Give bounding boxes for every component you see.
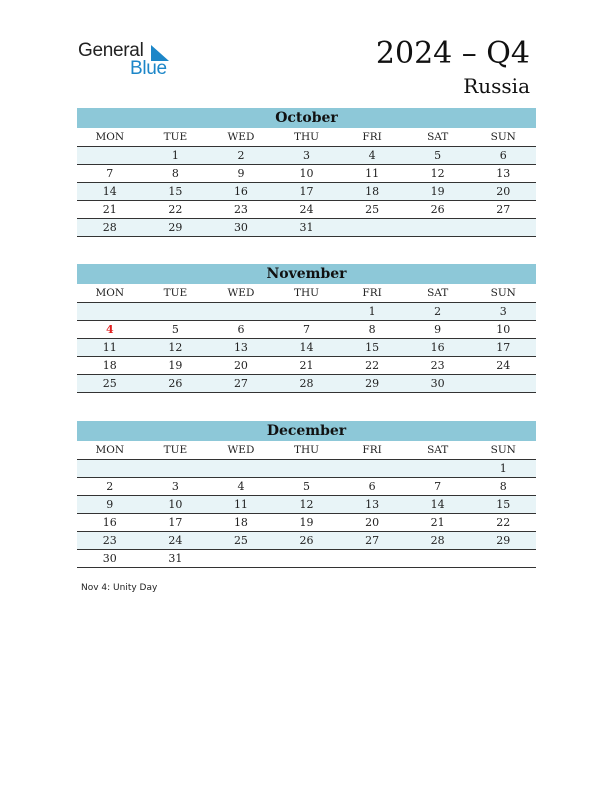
day-cell: 14 bbox=[102, 185, 117, 198]
day-cell: 16 bbox=[430, 341, 445, 354]
day-cell: 1 bbox=[171, 149, 179, 162]
day-cell: 27 bbox=[496, 203, 511, 216]
day-cell: 7 bbox=[303, 323, 311, 336]
day-cell: 31 bbox=[168, 552, 183, 565]
logo-text-general: General bbox=[78, 40, 144, 61]
holiday-note: Nov 4: Unity Day bbox=[81, 583, 158, 593]
day-cell: 26 bbox=[168, 377, 183, 390]
day-cell: 11 bbox=[365, 167, 380, 180]
day-cell: 12 bbox=[430, 167, 445, 180]
month-header: November bbox=[77, 264, 536, 284]
day-cell bbox=[470, 375, 536, 392]
day-cell bbox=[405, 460, 471, 477]
day-cell: 21 bbox=[102, 203, 117, 216]
weekday-label: TUE bbox=[163, 444, 188, 456]
day-cell bbox=[208, 303, 274, 320]
holiday-date: 4 bbox=[105, 323, 114, 336]
day-cell: 8 bbox=[171, 167, 179, 180]
day-cell: 26 bbox=[430, 203, 445, 216]
day-cell bbox=[143, 303, 209, 320]
day-cell: 3 bbox=[499, 305, 507, 318]
day-cell: 17 bbox=[299, 185, 314, 198]
day-cell: 14 bbox=[299, 341, 314, 354]
day-cell: 31 bbox=[299, 221, 314, 234]
day-cell: 12 bbox=[168, 341, 183, 354]
weekday-label: THU bbox=[294, 444, 320, 456]
weekday-label: FRI bbox=[362, 444, 382, 456]
day-cell: 3 bbox=[303, 149, 311, 162]
day-cell: 29 bbox=[365, 377, 380, 390]
weekday-label: SUN bbox=[490, 287, 516, 299]
day-cell: 20 bbox=[365, 516, 380, 529]
day-cell bbox=[274, 550, 340, 567]
day-cell bbox=[470, 219, 536, 236]
day-cell: 2 bbox=[106, 480, 114, 493]
day-cell: 14 bbox=[430, 498, 445, 511]
day-cell bbox=[470, 550, 536, 567]
weekday-label: WED bbox=[227, 444, 255, 456]
day-cell: 8 bbox=[499, 480, 507, 493]
weekday-label: TUE bbox=[163, 131, 188, 143]
week-row bbox=[77, 147, 536, 165]
day-cell: 10 bbox=[496, 323, 511, 336]
day-cell: 22 bbox=[496, 516, 511, 529]
weekday-label: THU bbox=[294, 131, 320, 143]
day-cell: 27 bbox=[365, 534, 380, 547]
weekday-label: MON bbox=[95, 131, 125, 143]
week-row bbox=[77, 496, 536, 514]
day-cell bbox=[405, 219, 471, 236]
day-cell: 24 bbox=[496, 359, 511, 372]
day-cell: 29 bbox=[496, 534, 511, 547]
weekday-label: SAT bbox=[427, 131, 449, 143]
day-cell: 5 bbox=[171, 323, 179, 336]
weekday-label: MON bbox=[95, 444, 125, 456]
day-cell: 20 bbox=[233, 359, 248, 372]
day-cell: 10 bbox=[168, 498, 183, 511]
day-cell: 11 bbox=[102, 341, 117, 354]
day-cell: 6 bbox=[237, 323, 245, 336]
day-cell bbox=[339, 219, 405, 236]
day-cell: 18 bbox=[233, 516, 248, 529]
day-cell bbox=[339, 460, 405, 477]
weekday-label: MON bbox=[95, 287, 125, 299]
month-block-december bbox=[77, 421, 536, 568]
day-cell: 9 bbox=[237, 167, 245, 180]
day-cell: 4 bbox=[368, 149, 376, 162]
day-cell: 1 bbox=[368, 305, 376, 318]
week-row bbox=[77, 478, 536, 496]
day-cell: 15 bbox=[365, 341, 380, 354]
day-cell: 15 bbox=[496, 498, 511, 511]
weekday-label: WED bbox=[227, 287, 255, 299]
day-cell: 24 bbox=[168, 534, 183, 547]
day-cell: 22 bbox=[168, 203, 183, 216]
day-cell: 11 bbox=[233, 498, 248, 511]
day-cell bbox=[77, 147, 143, 164]
week-row bbox=[77, 460, 536, 478]
day-cell bbox=[274, 460, 340, 477]
day-cell: 13 bbox=[233, 341, 248, 354]
day-cell: 7 bbox=[106, 167, 114, 180]
day-cell: 23 bbox=[430, 359, 445, 372]
month-block-october bbox=[77, 108, 536, 237]
day-cell bbox=[405, 550, 471, 567]
day-cell: 7 bbox=[434, 480, 442, 493]
week-row bbox=[77, 357, 536, 375]
day-cell: 28 bbox=[430, 534, 445, 547]
brand-logo bbox=[78, 40, 178, 80]
day-cell: 8 bbox=[368, 323, 376, 336]
day-cell: 30 bbox=[430, 377, 445, 390]
weekday-header-row bbox=[77, 284, 536, 303]
day-cell: 6 bbox=[368, 480, 376, 493]
weekday-label: THU bbox=[294, 287, 320, 299]
day-cell: 5 bbox=[303, 480, 311, 493]
month-header: December bbox=[77, 421, 536, 441]
weekday-label: TUE bbox=[163, 287, 188, 299]
day-cell: 6 bbox=[499, 149, 507, 162]
day-cell bbox=[208, 460, 274, 477]
day-cell bbox=[208, 550, 274, 567]
day-cell: 3 bbox=[171, 480, 179, 493]
month-header: October bbox=[77, 108, 536, 128]
week-row bbox=[77, 183, 536, 201]
day-cell: 4 bbox=[237, 480, 245, 493]
day-cell: 21 bbox=[430, 516, 445, 529]
day-cell: 9 bbox=[106, 498, 114, 511]
weekday-label: WED bbox=[227, 131, 255, 143]
day-cell: 13 bbox=[496, 167, 511, 180]
week-row bbox=[77, 201, 536, 219]
day-cell: 13 bbox=[365, 498, 380, 511]
week-row bbox=[77, 165, 536, 183]
day-cell: 27 bbox=[233, 377, 248, 390]
day-cell: 26 bbox=[299, 534, 314, 547]
week-row bbox=[77, 219, 536, 237]
day-cell: 19 bbox=[168, 359, 183, 372]
day-cell: 10 bbox=[299, 167, 314, 180]
week-row bbox=[77, 339, 536, 357]
day-cell bbox=[77, 460, 143, 477]
day-cell: 28 bbox=[299, 377, 314, 390]
day-cell: 16 bbox=[102, 516, 117, 529]
day-cell: 25 bbox=[102, 377, 117, 390]
day-cell: 30 bbox=[233, 221, 248, 234]
day-cell: 23 bbox=[233, 203, 248, 216]
day-cell: 22 bbox=[365, 359, 380, 372]
day-cell: 23 bbox=[102, 534, 117, 547]
day-cell: 19 bbox=[430, 185, 445, 198]
weekday-header-row bbox=[77, 128, 536, 147]
day-cell: 29 bbox=[168, 221, 183, 234]
day-cell: 18 bbox=[102, 359, 117, 372]
day-cell: 2 bbox=[434, 305, 442, 318]
day-cell: 17 bbox=[496, 341, 511, 354]
weekday-label: FRI bbox=[362, 131, 382, 143]
day-cell: 18 bbox=[365, 185, 380, 198]
page-title: 2024 – Q4 bbox=[375, 36, 530, 71]
weekday-label: SUN bbox=[490, 444, 516, 456]
day-cell bbox=[274, 303, 340, 320]
weekday-label: SUN bbox=[490, 131, 516, 143]
day-cell: 12 bbox=[299, 498, 314, 511]
day-cell: 20 bbox=[496, 185, 511, 198]
day-cell: 5 bbox=[434, 149, 442, 162]
day-cell: 15 bbox=[168, 185, 183, 198]
day-cell: 16 bbox=[233, 185, 248, 198]
week-row bbox=[77, 514, 536, 532]
day-cell: 25 bbox=[365, 203, 380, 216]
month-block-november bbox=[77, 264, 536, 393]
day-cell bbox=[77, 303, 143, 320]
week-row bbox=[77, 550, 536, 568]
day-cell bbox=[339, 550, 405, 567]
week-row bbox=[77, 321, 536, 339]
day-cell: 21 bbox=[299, 359, 314, 372]
day-cell: 19 bbox=[299, 516, 314, 529]
week-row bbox=[77, 303, 536, 321]
week-row bbox=[77, 375, 536, 393]
day-cell: 1 bbox=[499, 462, 507, 475]
day-cell bbox=[143, 460, 209, 477]
weekday-label: SAT bbox=[427, 444, 449, 456]
day-cell: 17 bbox=[168, 516, 183, 529]
day-cell: 24 bbox=[299, 203, 314, 216]
weekday-label: SAT bbox=[427, 287, 449, 299]
weekday-label: FRI bbox=[362, 287, 382, 299]
day-cell: 2 bbox=[237, 149, 245, 162]
day-cell: 30 bbox=[102, 552, 117, 565]
day-cell: 28 bbox=[102, 221, 117, 234]
weekday-header-row bbox=[77, 441, 536, 460]
day-cell: 25 bbox=[233, 534, 248, 547]
week-row bbox=[77, 532, 536, 550]
day-cell: 9 bbox=[434, 323, 442, 336]
page-subtitle: Russia bbox=[463, 74, 530, 98]
logo-text-blue: Blue bbox=[130, 58, 167, 79]
